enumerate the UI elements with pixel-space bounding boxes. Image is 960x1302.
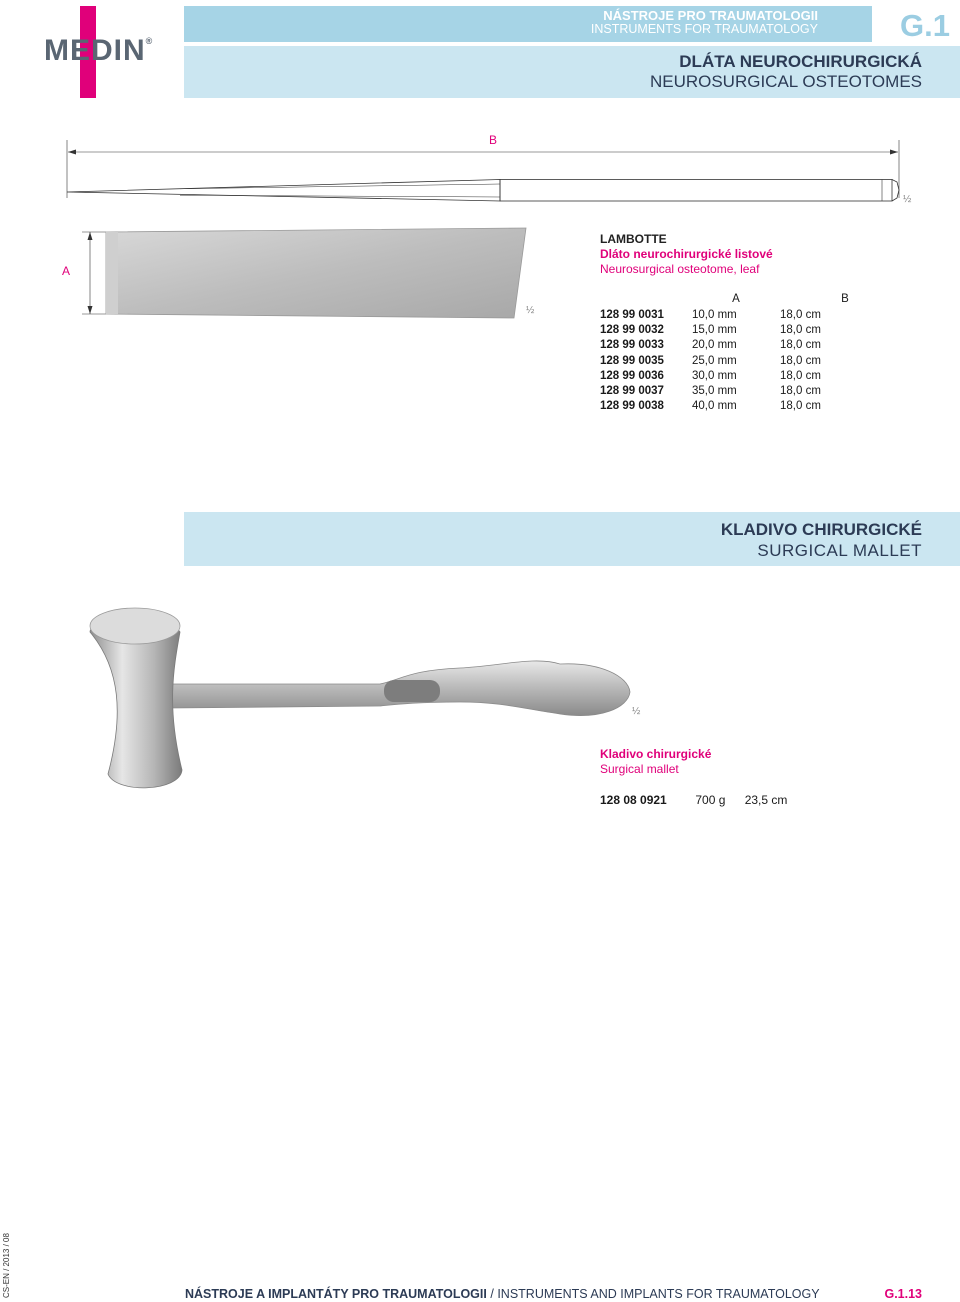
table-row (600, 307, 910, 322)
page-title-en: NEUROSURGICAL OSTEOTOMES (649, 72, 922, 91)
mallet-length: 23,5 cm (744, 793, 788, 807)
logo (44, 34, 153, 68)
section-title-en: SURGICAL MALLET (757, 541, 922, 560)
table-row (600, 383, 910, 398)
osteotome-side-drawing (60, 140, 910, 220)
scale-side: ½ (526, 305, 535, 316)
dimension-a-label: A (62, 264, 71, 278)
footer-title-cz: NÁSTROJE A IMPLANTÁTY PRO TRAUMATOLOGII (185, 1287, 487, 1301)
section-tab (872, 6, 960, 42)
column-header-a: A (732, 293, 740, 305)
product-name-en: Neurosurgical osteotome, leaf (600, 262, 760, 276)
mallet-spec-row (600, 793, 787, 807)
section-label: G.1 (900, 8, 950, 43)
column-header-b: B (841, 293, 849, 305)
osteotome-spec-table (600, 292, 910, 414)
mallet-scale: ½ (632, 706, 641, 717)
table-row (600, 322, 910, 337)
footer-separator: / (490, 1287, 494, 1301)
category-en: INSTRUMENTS FOR TRAUMATOLOGY (590, 22, 818, 36)
size-b: 18,0 cm (780, 400, 821, 413)
document-revision-code: CS-EN / 2013 / 08 (2, 1233, 11, 1298)
table-row (600, 353, 910, 368)
size-a: 20,0 mm (692, 339, 737, 352)
product-code: 128 99 0033 (600, 339, 664, 352)
mallet-image (80, 596, 640, 796)
product-code: 128 99 0038 (600, 400, 664, 413)
category-cz: NÁSTROJE PRO TRAUMATOLOGII (603, 8, 818, 23)
product-code: 128 99 0032 (600, 323, 664, 336)
page-code: G.1.13 (884, 1287, 922, 1301)
size-b: 18,0 cm (780, 323, 821, 336)
product-code: 128 99 0036 (600, 369, 664, 382)
mallet-code: 128 08 0921 (600, 793, 667, 807)
mallet-name-en: Surgical mallet (600, 762, 679, 776)
size-a: 40,0 mm (692, 400, 737, 413)
size-b: 18,0 cm (780, 354, 821, 367)
table-row (600, 399, 910, 414)
footer (185, 1287, 820, 1301)
size-a: 35,0 mm (692, 385, 737, 398)
product-code: 128 99 0031 (600, 308, 664, 321)
mallet-weight: 700 g (695, 793, 726, 807)
size-a: 30,0 mm (692, 369, 737, 382)
section-title-cz: KLADIVO CHIRURGICKÉ (720, 520, 922, 539)
dimension-b-label: B (489, 133, 498, 147)
logo-brand: MEDIN (44, 34, 146, 67)
table-header-row (600, 292, 910, 307)
size-a: 10,0 mm (692, 308, 737, 321)
page-title-cz: DLÁTA NEUROCHIRURGICKÁ (679, 52, 922, 71)
size-a: 25,0 mm (692, 354, 737, 367)
product-name-cz: Dláto neurochirurgické listové (600, 247, 773, 261)
osteotome-blade-image (76, 226, 536, 322)
size-b: 18,0 cm (780, 308, 821, 321)
logo-registered-mark: ® (145, 36, 154, 46)
product-code: 128 99 0035 (600, 354, 664, 367)
column-header-code (600, 292, 692, 307)
footer-title-en: INSTRUMENTS AND IMPLANTS FOR TRAUMATOLOGY (497, 1287, 820, 1301)
size-b: 18,0 cm (780, 339, 821, 352)
table-row (600, 368, 910, 383)
size-a: 15,0 mm (692, 323, 737, 336)
header-band-top (184, 6, 960, 42)
size-b: 18,0 cm (780, 385, 821, 398)
scale-top: ½ (903, 194, 912, 205)
mallet-name-cz: Kladivo chirurgické (600, 747, 712, 761)
size-b: 18,0 cm (780, 369, 821, 382)
table-row (600, 338, 910, 353)
product-brand-name: LAMBOTTE (600, 232, 667, 246)
product-code: 128 99 0037 (600, 385, 664, 398)
